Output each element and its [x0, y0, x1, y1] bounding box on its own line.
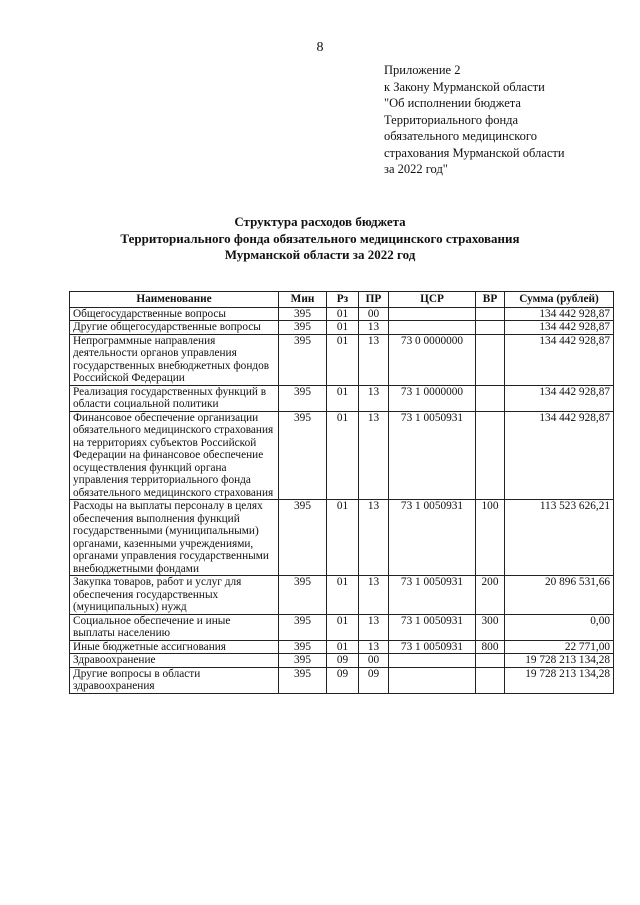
cell-name: Финансовое обеспечение организации обязательного медицинского страхования на территориях субъектов Российской Федерации на финансовое обеспечение осуществления функций органа управления территориального фонда обязательного медицинского страхования	[70, 411, 279, 500]
cell-pr: 09	[359, 667, 389, 693]
cell-name: Иные бюджетные ассигнования	[70, 640, 279, 654]
cell-rz: 09	[327, 654, 359, 668]
cell-min: 395	[279, 654, 327, 668]
cell-rz: 01	[327, 640, 359, 654]
cell-vr	[476, 307, 505, 321]
cell-pr: 13	[359, 576, 389, 615]
table-row	[70, 321, 614, 335]
table-row	[70, 667, 614, 693]
cell-name: Здравоохранение	[70, 654, 279, 668]
cell-csr: 73 1 0050931	[389, 640, 476, 654]
appendix-line: Приложение 2	[384, 63, 461, 77]
cell-min: 395	[279, 385, 327, 411]
cell-sum: 22 771,00	[505, 640, 614, 654]
cell-sum: 19 728 213 134,28	[505, 667, 614, 693]
cell-name: Социальное обеспечение и иные выплаты населению	[70, 614, 279, 640]
title-line: Структура расходов бюджета	[234, 214, 406, 229]
cell-pr: 13	[359, 500, 389, 576]
cell-name: Общегосударственные вопросы	[70, 307, 279, 321]
cell-pr: 13	[359, 321, 389, 335]
cell-vr: 800	[476, 640, 505, 654]
appendix-line: обязательного медицинского	[384, 129, 538, 143]
cell-vr	[476, 385, 505, 411]
table-row	[70, 614, 614, 640]
table-row	[70, 307, 614, 321]
cell-rz: 01	[327, 614, 359, 640]
cell-vr: 100	[476, 500, 505, 576]
cell-vr: 300	[476, 614, 505, 640]
cell-sum: 134 442 928,87	[505, 321, 614, 335]
cell-pr: 13	[359, 614, 389, 640]
cell-rz: 01	[327, 411, 359, 500]
table-row	[70, 500, 614, 576]
cell-name: Закупка товаров, работ и услуг для обеспечения государственных (муниципальных) нужд	[70, 576, 279, 615]
cell-sum: 134 442 928,87	[505, 307, 614, 321]
cell-min: 395	[279, 640, 327, 654]
cell-pr: 00	[359, 654, 389, 668]
cell-vr	[476, 411, 505, 500]
cell-sum: 0,00	[505, 614, 614, 640]
cell-pr: 13	[359, 411, 389, 500]
budget-table	[69, 291, 614, 694]
cell-vr	[476, 334, 505, 385]
cell-pr: 13	[359, 334, 389, 385]
appendix-line: к Закону Мурманской области	[384, 79, 545, 94]
cell-csr: 73 1 0050931	[389, 411, 476, 500]
table-row	[70, 654, 614, 668]
cell-csr: 73 1 0050931	[389, 576, 476, 615]
cell-vr	[476, 321, 505, 335]
header-pr: ПР	[359, 292, 389, 308]
cell-pr: 13	[359, 640, 389, 654]
appendix-note	[384, 62, 624, 178]
document-title	[60, 214, 580, 264]
appendix-line: за 2022 год"	[384, 162, 448, 176]
cell-sum: 20 896 531,66	[505, 576, 614, 615]
table-row	[70, 385, 614, 411]
cell-name: Непрограммные направления деятельности органов управления государственных внебюджетных фондов Российской Федерации	[70, 334, 279, 385]
cell-min: 395	[279, 411, 327, 500]
cell-sum: 134 442 928,87	[505, 334, 614, 385]
cell-name: Другие общегосударственные вопросы	[70, 321, 279, 335]
cell-min: 395	[279, 667, 327, 693]
cell-csr	[389, 307, 476, 321]
cell-csr: 73 0 0000000	[389, 334, 476, 385]
cell-rz: 01	[327, 576, 359, 615]
header-vr: ВР	[476, 292, 505, 308]
cell-sum: 113 523 626,21	[505, 500, 614, 576]
cell-vr: 200	[476, 576, 505, 615]
cell-vr	[476, 667, 505, 693]
cell-csr: 73 1 0050931	[389, 500, 476, 576]
table-header-row	[70, 292, 614, 308]
cell-pr: 13	[359, 385, 389, 411]
cell-sum: 134 442 928,87	[505, 385, 614, 411]
header-csr: ЦСР	[389, 292, 476, 308]
cell-rz: 01	[327, 334, 359, 385]
cell-min: 395	[279, 307, 327, 321]
cell-sum: 19 728 213 134,28	[505, 654, 614, 668]
cell-rz: 01	[327, 385, 359, 411]
title-line: Мурманской области за 2022 год	[224, 247, 416, 262]
cell-min: 395	[279, 614, 327, 640]
cell-csr	[389, 667, 476, 693]
cell-name: Другие вопросы в области здравоохранения	[70, 667, 279, 693]
cell-min: 395	[279, 321, 327, 335]
table-row	[70, 576, 614, 615]
cell-csr	[389, 321, 476, 335]
header-sum: Сумма (рублей)	[505, 292, 614, 308]
cell-vr	[476, 654, 505, 668]
cell-csr: 73 1 0000000	[389, 385, 476, 411]
header-name: Наименование	[70, 292, 279, 308]
cell-pr: 00	[359, 307, 389, 321]
cell-csr	[389, 654, 476, 668]
cell-name: Реализация государственных функций в области социальной политики	[70, 385, 279, 411]
cell-rz: 09	[327, 667, 359, 693]
cell-name: Расходы на выплаты персоналу в целях обеспечения выполнения функций государственными (муниципальными) органами, казенными учреждениями, органами управления государственными внебюджетными фондами	[70, 500, 279, 576]
appendix-line: Территориального фонда	[384, 112, 519, 127]
cell-rz: 01	[327, 307, 359, 321]
cell-sum: 134 442 928,87	[505, 411, 614, 500]
table-body	[70, 307, 614, 693]
cell-min: 395	[279, 576, 327, 615]
cell-min: 395	[279, 500, 327, 576]
appendix-line: страхования Мурманской области	[384, 145, 565, 160]
cell-rz: 01	[327, 500, 359, 576]
table-row	[70, 640, 614, 654]
page-number: 8	[316, 40, 324, 55]
cell-min: 395	[279, 334, 327, 385]
title-line: Территориального фонда обязательного медицинского страхования	[120, 230, 520, 246]
appendix-line: "Об исполнении бюджета	[384, 96, 521, 110]
table-row	[70, 334, 614, 385]
header-min: Мин	[279, 292, 327, 308]
cell-csr: 73 1 0050931	[389, 614, 476, 640]
table-row	[70, 411, 614, 500]
cell-rz: 01	[327, 321, 359, 335]
header-rz: Рз	[327, 292, 359, 308]
